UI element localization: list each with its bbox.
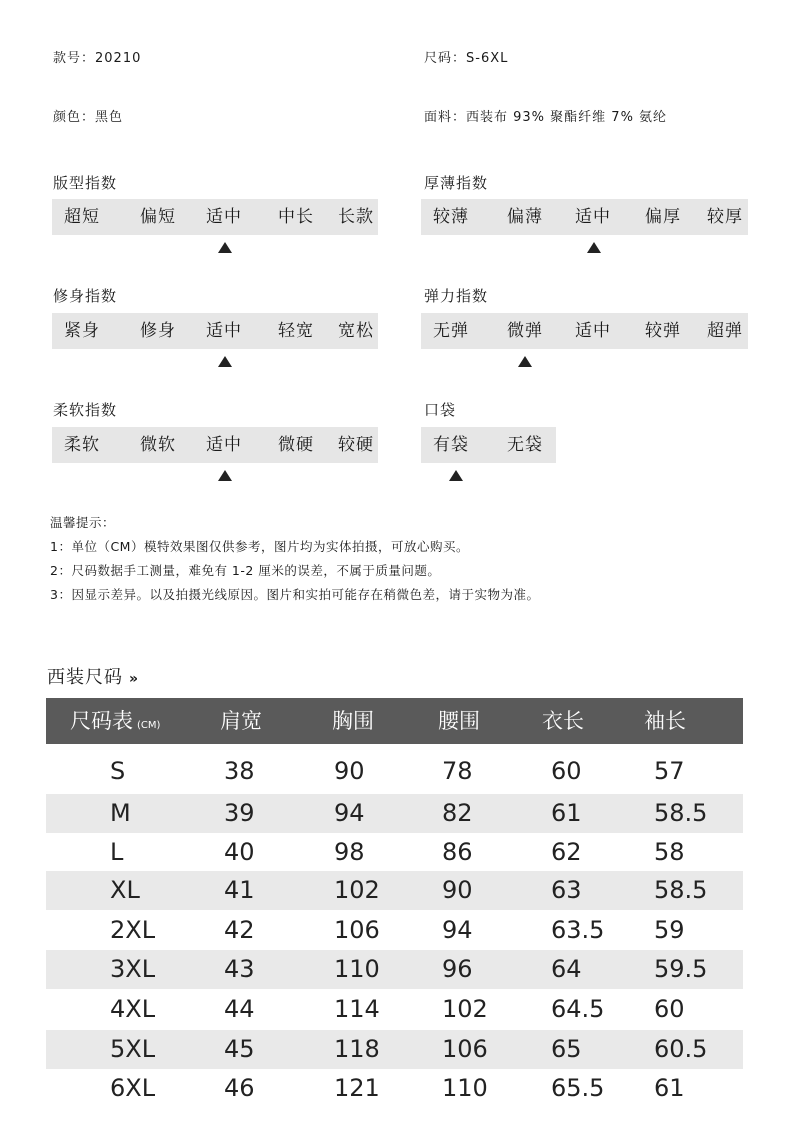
table-cell: 62 (551, 838, 582, 866)
soft-selected-marker-icon (218, 470, 232, 481)
size-cell: 2XL (110, 916, 156, 944)
thickness-index-scale (421, 199, 748, 235)
table-cell: 39 (224, 799, 255, 827)
pocket-selected-marker-icon (449, 470, 463, 481)
thickness-option: 较薄 (433, 207, 469, 227)
table-cell: 65.5 (551, 1074, 605, 1102)
note-line: 2：尺码数据手工测量，难免有 1-2 厘米的误差，不属于质量问题。 (50, 563, 441, 578)
elastic-option: 适中 (575, 321, 611, 341)
table-cell: 64.5 (551, 995, 605, 1023)
fit-option: 超短 (64, 207, 100, 227)
fabric-info: 面料：西装布 93% 聚酯纤维 7% 氨纶 (424, 110, 668, 125)
style-number: 款号：20210 (53, 51, 142, 66)
size-cell: 6XL (110, 1074, 156, 1102)
elastic-index-title: 弹力指数 (424, 287, 489, 305)
header-label-text: 尺码表 (70, 709, 133, 733)
table-cell: 60 (654, 995, 685, 1023)
table-cell: 90 (442, 876, 473, 904)
slim-option: 紧身 (64, 321, 100, 341)
soft-option: 较硬 (338, 435, 374, 455)
table-cell: 60.5 (654, 1035, 708, 1063)
fit-option: 长款 (338, 207, 374, 227)
column-header: 衣长 (542, 709, 584, 733)
fit-option: 偏短 (140, 207, 176, 227)
color-info: 颜色：黑色 (53, 110, 124, 125)
double-chevron-right-icon: » (129, 671, 140, 687)
table-cell: 58.5 (654, 876, 708, 904)
notes-section (50, 511, 539, 607)
table-cell: 58.5 (654, 799, 708, 827)
table-row (46, 752, 743, 791)
column-header: 袖长 (644, 709, 686, 733)
pocket-option: 无袋 (507, 435, 543, 455)
elastic-option: 较弹 (645, 321, 681, 341)
table-cell: 45 (224, 1035, 255, 1063)
table-cell: 110 (442, 1074, 488, 1102)
thickness-option: 较厚 (707, 207, 743, 227)
table-row (46, 911, 743, 950)
size-table-header-label (70, 698, 160, 744)
slim-option: 轻宽 (278, 321, 314, 341)
table-cell: 43 (224, 955, 255, 983)
table-cell: 102 (442, 995, 488, 1023)
soft-index-scale (52, 427, 378, 463)
size-chart-title-text: 西装尺码 (47, 667, 123, 688)
size-cell: XL (110, 876, 140, 904)
size-range: 尺码：S-6XL (424, 51, 509, 66)
table-cell: 106 (442, 1035, 488, 1063)
note-line: 3：因显示差异。以及拍摄光线原因。图片和实拍可能存在稍微色差，请于实物为准。 (50, 587, 540, 602)
table-row (46, 833, 743, 872)
table-cell: 86 (442, 838, 473, 866)
thickness-index-title: 厚薄指数 (424, 174, 489, 192)
table-cell: 102 (334, 876, 380, 904)
table-row (46, 1030, 743, 1069)
slim-option: 宽松 (338, 321, 374, 341)
elastic-option: 超弹 (707, 321, 743, 341)
column-header: 肩宽 (220, 709, 262, 733)
size-cell: 5XL (110, 1035, 156, 1063)
soft-index-title: 柔软指数 (53, 401, 118, 419)
thickness-option: 适中 (575, 207, 611, 227)
thickness-selected-marker-icon (587, 242, 601, 253)
table-cell: 110 (334, 955, 380, 983)
notes-heading: 温馨提示： (50, 515, 116, 530)
size-cell: S (110, 757, 126, 785)
table-cell: 94 (442, 916, 473, 944)
table-cell: 82 (442, 799, 473, 827)
slim-option: 适中 (206, 321, 242, 341)
table-cell: 114 (334, 995, 380, 1023)
header-unit: (CM) (137, 720, 161, 731)
fit-index-scale (52, 199, 378, 235)
size-cell: 4XL (110, 995, 156, 1023)
note-line: 1：单位（CM）模特效果图仅供参考，图片均为实体拍摄，可放心购买。 (50, 539, 469, 554)
table-cell: 90 (334, 757, 365, 785)
soft-option: 微硬 (278, 435, 314, 455)
table-cell: 63 (551, 876, 582, 904)
table-cell: 98 (334, 838, 365, 866)
fit-index-title: 版型指数 (53, 174, 118, 192)
table-cell: 61 (551, 799, 582, 827)
size-table-header (46, 698, 743, 744)
fit-option: 适中 (206, 207, 242, 227)
table-cell: 60 (551, 757, 582, 785)
table-cell: 106 (334, 916, 380, 944)
size-cell: 3XL (110, 955, 156, 983)
elastic-option: 微弹 (507, 321, 543, 341)
table-cell: 78 (442, 757, 473, 785)
size-chart-title (47, 663, 139, 689)
table-cell: 44 (224, 995, 255, 1023)
table-cell: 42 (224, 916, 255, 944)
pocket-scale (421, 427, 556, 463)
slim-option: 修身 (140, 321, 176, 341)
table-cell: 121 (334, 1074, 380, 1102)
table-row (46, 950, 743, 989)
table-row (46, 990, 743, 1029)
table-row (46, 1069, 743, 1108)
table-cell: 61 (654, 1074, 685, 1102)
fit-option: 中长 (278, 207, 314, 227)
soft-option: 适中 (206, 435, 242, 455)
thickness-option: 偏厚 (645, 207, 681, 227)
table-cell: 94 (334, 799, 365, 827)
soft-option: 柔软 (64, 435, 100, 455)
size-cell: L (110, 838, 124, 866)
table-cell: 59 (654, 916, 685, 944)
table-cell: 59.5 (654, 955, 708, 983)
elastic-option: 无弹 (433, 321, 469, 341)
size-cell: M (110, 799, 131, 827)
column-header: 腰围 (438, 709, 480, 733)
table-cell: 40 (224, 838, 255, 866)
slim-index-scale (52, 313, 378, 349)
fit-selected-marker-icon (218, 242, 232, 253)
table-row (46, 871, 743, 910)
thickness-option: 偏薄 (507, 207, 543, 227)
table-cell: 64 (551, 955, 582, 983)
table-row (46, 794, 743, 833)
pocket-option: 有袋 (433, 435, 469, 455)
table-cell: 38 (224, 757, 255, 785)
table-cell: 96 (442, 955, 473, 983)
table-cell: 46 (224, 1074, 255, 1102)
slim-selected-marker-icon (218, 356, 232, 367)
elastic-selected-marker-icon (518, 356, 532, 367)
slim-index-title: 修身指数 (53, 287, 118, 305)
table-cell: 57 (654, 757, 685, 785)
column-header: 胸围 (332, 709, 374, 733)
elastic-index-scale (421, 313, 748, 349)
table-cell: 41 (224, 876, 255, 904)
table-cell: 58 (654, 838, 685, 866)
pocket-title: 口袋 (424, 401, 457, 419)
soft-option: 微软 (140, 435, 176, 455)
table-cell: 118 (334, 1035, 380, 1063)
table-cell: 65 (551, 1035, 582, 1063)
table-cell: 63.5 (551, 916, 605, 944)
